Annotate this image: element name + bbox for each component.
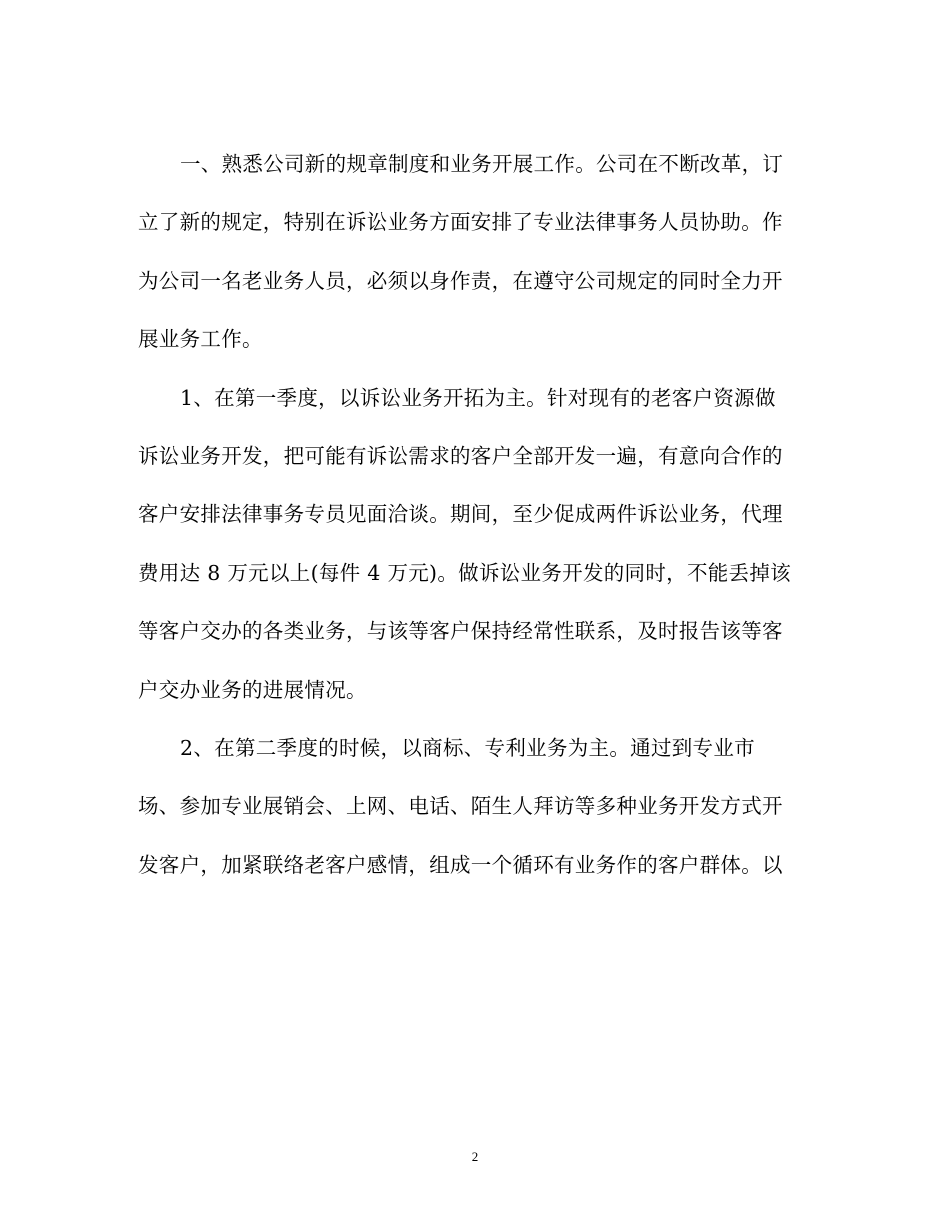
paragraph-3-line-2: 场、参加专业展销会、上网、电话、陌生人拜访等多种业务开发方式开 <box>138 794 783 819</box>
paragraph-1-line-2: 立了新的规定，特别在诉讼业务方面安排了专业法律事务人员协助。作 <box>138 210 783 235</box>
paragraph-3-line-1: 2、在第二季度的时候，以商标、专利业务为主。通过到专业市 <box>180 735 755 760</box>
paragraph-3-line-3: 发客户，加紧联络老客户感情，组成一个循环有业务作的客户群体。以 <box>138 852 783 877</box>
page-number: 2 <box>471 1149 479 1164</box>
paragraph-2-line-5: 等客户交办的各类业务，与该等客户保持经常性联系，及时报告该等客 <box>138 619 783 644</box>
paragraph-1-line-1: 一、熟悉公司新的规章制度和业务开展工作。公司在不断改革，订 <box>180 152 784 176</box>
body-text <box>138 135 814 894</box>
paragraph-2-line-3: 客户安排法律事务专员见面洽谈。期间，至少促成两件诉讼业务，代理 <box>138 502 783 527</box>
paragraph-2-line-4: 费用达 8 万元以上(每件 4 万元)。做诉讼业务开发的同时，不能丢掉该 <box>138 560 791 585</box>
paragraph-2-line-2: 诉讼业务开发，把可能有诉讼需求的客户全部开发一遍，有意向合作的 <box>138 443 783 468</box>
paragraph-2-line-6: 户交办业务的进展情况。 <box>138 677 367 702</box>
paragraph-2-line-1: 1、在第一季度，以诉讼业务开拓为主。针对现有的老客户资源做 <box>180 385 776 410</box>
paragraph-1-line-4: 展业务工作。 <box>138 327 263 352</box>
paragraph-1-line-3: 为公司一名老业务人员，必须以身作责，在遵守公司规定的同时全力开 <box>138 268 783 293</box>
